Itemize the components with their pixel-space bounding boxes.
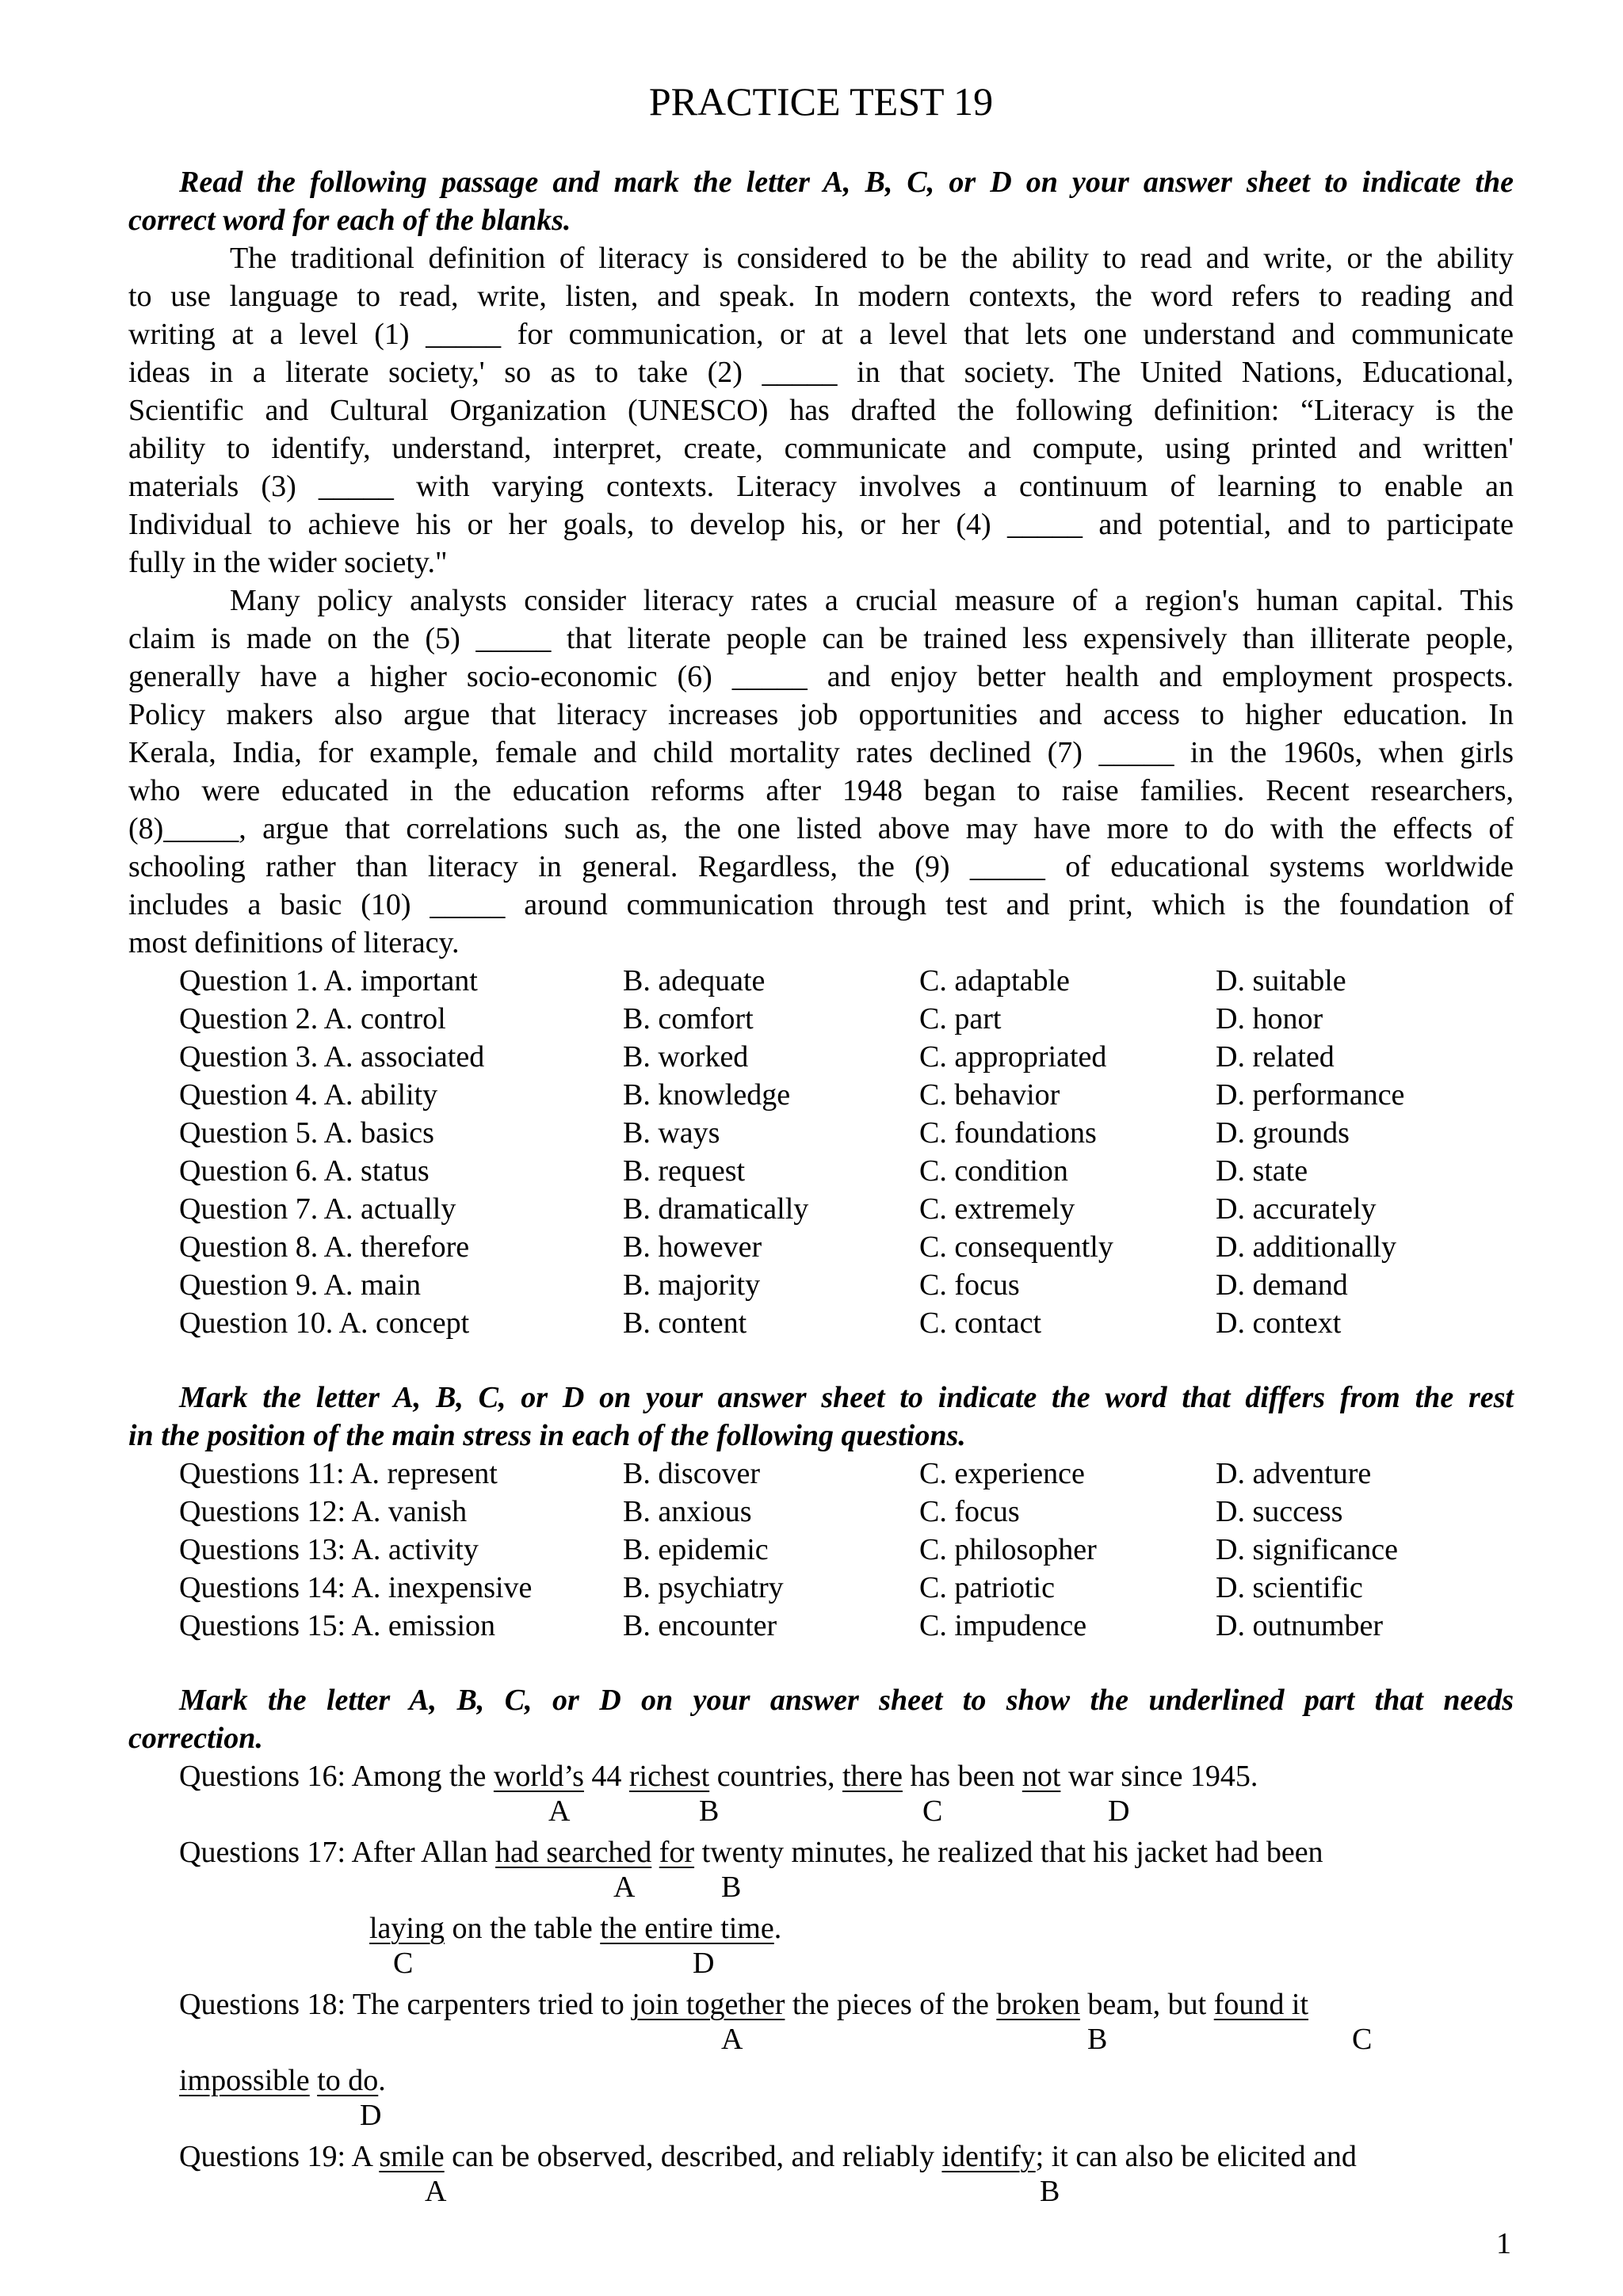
option-c: C. contact (919, 1306, 1042, 1340)
option-a: Question 1. A. important (179, 964, 478, 997)
option-c: C. philosopher (919, 1533, 1097, 1566)
option-a: Questions 12: A. vanish (179, 1495, 468, 1528)
text-segment (310, 2064, 318, 2097)
option-b: B. knowledge (623, 1078, 791, 1112)
option-b: B. ways (623, 1116, 720, 1150)
section2-instruction-line: in the position of the main stress in each of the following questions. (128, 1419, 966, 1452)
question-17-continued (369, 1909, 781, 1947)
option-d: D. honor (1216, 1002, 1323, 1035)
underlined-option-b: richest (628, 1760, 710, 1793)
passage-line: materials (3) _____ with varying contexts. Literacy involves a continuum of learning to enable an (128, 470, 1514, 503)
option-b: B. epidemic (623, 1533, 769, 1566)
option-c: C. patriotic (919, 1571, 1055, 1604)
passage-line: includes a basic (10) _____ around communication through test and print, which is the foundation of (128, 888, 1514, 921)
option-d: D. context (1216, 1306, 1342, 1340)
option-a: Question 10. A. concept (179, 1306, 470, 1340)
option-a: Question 6. A. status (179, 1154, 430, 1188)
text-segment: countries, (709, 1760, 842, 1793)
answer-label: B (721, 1871, 742, 1904)
text-segment: beam, but (1079, 1988, 1214, 2021)
option-a: Question 4. A. ability (179, 1078, 438, 1112)
underlined-option-d: to do (317, 2064, 379, 2097)
passage-line: Individual to achieve his or her goals, to develop his, or her (4) _____ and potential, and to participate (128, 508, 1514, 541)
option-a: Question 9. A. main (179, 1268, 422, 1302)
question-17 (179, 1833, 1564, 1871)
option-a: Questions 11: A. represent (179, 1457, 498, 1490)
answer-label: A (721, 2023, 743, 2056)
answer-label: A (613, 1871, 636, 1904)
text-segment: . (773, 1912, 782, 1945)
text-segment: the pieces of the (785, 1988, 997, 2021)
passage-line: Policy makers also argue that literacy increases job opportunities and access to higher education. In (128, 698, 1514, 731)
underlined-option-a: smile (379, 2140, 445, 2173)
underlined-option-a: world’s (493, 1760, 584, 1793)
option-d: D. demand (1216, 1268, 1348, 1302)
option-d: D. significance (1216, 1533, 1399, 1566)
passage-line: fully in the wider society." (128, 546, 448, 579)
option-b: B. request (623, 1154, 746, 1188)
option-b: B. worked (623, 1040, 749, 1074)
question-16 (179, 1757, 1564, 1795)
text-segment: ; it can also be elicited and (1035, 2140, 1357, 2173)
text-segment: . (378, 2064, 386, 2097)
answer-label: B (1087, 2023, 1108, 2056)
option-c: C. part (919, 1002, 1002, 1035)
option-a: Questions 13: A. activity (179, 1533, 479, 1566)
underlined-option-b: identify (941, 2140, 1036, 2173)
question-18-continued (179, 2061, 386, 2100)
answer-label: D (1108, 1794, 1130, 1828)
passage-line: ability to identify, understand, interpret, create, communicate and compute, using printed and written' (128, 432, 1514, 465)
section3-instruction-line: Mark the letter A, B, C, or D on your answer sheet to show the underlined part that needs (179, 1684, 1514, 1717)
option-b: B. encounter (623, 1609, 777, 1642)
underlined-option-a: join together (632, 1988, 785, 2021)
page-number: 1 (1496, 2227, 1511, 2260)
section2-instruction-line: Mark the letter A, B, C, or D on your answer sheet to indicate the word that differs from the rest (179, 1381, 1514, 1414)
question-19 (179, 2138, 1564, 2176)
passage-line: claim is made on the (5) _____ that literate people can be trained less expensively than illiterate people, (128, 622, 1514, 655)
answer-label: A (548, 1794, 571, 1828)
text-segment: Questions 18: The carpenters tried to (179, 1988, 632, 2021)
option-b: B. comfort (623, 1002, 754, 1035)
option-d: D. performance (1216, 1078, 1405, 1112)
option-b: B. adequate (623, 964, 766, 997)
option-b: B. psychiatry (623, 1571, 784, 1604)
option-d: D. adventure (1216, 1457, 1372, 1490)
text-segment: war since 1945. (1060, 1760, 1258, 1793)
underlined-segment: impossible (179, 2064, 310, 2097)
underlined-option-c: found it (1213, 1988, 1309, 2021)
passage-line: who were educated in the education reforms after 1948 began to raise families. Recent researchers, (128, 774, 1514, 807)
option-b: B. dramatically (623, 1192, 809, 1226)
answer-label: B (1040, 2175, 1060, 2208)
option-d: D. suitable (1216, 964, 1346, 997)
option-c: C. focus (919, 1268, 1020, 1302)
answer-label: B (699, 1794, 720, 1828)
text-segment: Questions 16: Among the (179, 1760, 494, 1793)
answer-label: D (360, 2099, 382, 2132)
option-a: Question 3. A. associated (179, 1040, 485, 1074)
text-segment: can be observed, described, and reliably (444, 2140, 942, 2173)
passage-line: Scientific and Cultural Organization (UNESCO) has drafted the following definition: “Literacy is the (128, 394, 1514, 427)
option-c: C. consequently (919, 1230, 1113, 1264)
answer-label: A (425, 2175, 447, 2208)
underlined-option-d: the entire time (600, 1912, 774, 1945)
option-c: C. behavior (919, 1078, 1060, 1112)
option-a: Questions 14: A. inexpensive (179, 1571, 533, 1604)
section1-instruction-line: Read the following passage and mark the letter A, B, C, or D on your answer sheet to indicate the (179, 166, 1514, 199)
option-a: Question 5. A. basics (179, 1116, 434, 1150)
option-c: C. foundations (919, 1116, 1097, 1150)
option-a: Questions 15: A. emission (179, 1609, 496, 1642)
passage-line: Many policy analysts consider literacy rates a crucial measure of a region's human capital. This (230, 584, 1514, 617)
text-segment (651, 1836, 659, 1869)
option-a: Question 2. A. control (179, 1002, 446, 1035)
passage-line: generally have a higher socio-economic (6) _____ and enjoy better health and employment prospects. (128, 660, 1514, 693)
answer-label: C (1352, 2023, 1373, 2056)
underlined-option-b: for (659, 1836, 695, 1869)
option-d: D. success (1216, 1495, 1343, 1528)
option-b: B. anxious (623, 1495, 752, 1528)
text-segment: has been (902, 1760, 1022, 1793)
underlined-option-c: laying (369, 1912, 445, 1945)
option-d: D. related (1216, 1040, 1335, 1074)
text-segment: twenty minutes, he realized that his jacket had been (694, 1836, 1323, 1869)
underlined-option-c: there (842, 1760, 903, 1793)
option-c: C. adaptable (919, 964, 1070, 997)
option-c: C. condition (919, 1154, 1068, 1188)
option-b: B. majority (623, 1268, 761, 1302)
passage-line: Kerala, India, for example, female and child mortality rates declined (7) _____ in the 1960s, when girls (128, 736, 1514, 769)
option-d: D. state (1216, 1154, 1308, 1188)
underlined-option-d: not (1022, 1760, 1061, 1793)
option-c: C. experience (919, 1457, 1085, 1490)
answer-label: C (393, 1947, 414, 1980)
page-title: PRACTICE TEST 19 (648, 79, 994, 124)
passage-line: writing at a level (1) _____ for communication, or at a level that lets one understand and communicate (128, 318, 1514, 351)
text-segment: Questions 19: A (179, 2140, 380, 2173)
option-a: Question 7. A. actually (179, 1192, 456, 1226)
option-d: D. outnumber (1216, 1609, 1384, 1642)
option-d: D. scientific (1216, 1571, 1363, 1604)
option-d: D. additionally (1216, 1230, 1396, 1264)
passage-line: ideas in a literate society,' so as to take (2) _____ in that society. The United Nations, Educational, (128, 356, 1514, 389)
option-b: B. discover (623, 1457, 761, 1490)
underlined-option-b: broken (996, 1988, 1080, 2021)
option-c: C. extremely (919, 1192, 1075, 1226)
section3-instruction-line: correction. (128, 1722, 263, 1755)
passage-line: most definitions of literacy. (128, 926, 460, 959)
option-b: B. content (623, 1306, 747, 1340)
passage-line: The traditional definition of literacy is considered to be the ability to read and write, or the ability (230, 242, 1514, 275)
option-c: C. focus (919, 1495, 1020, 1528)
option-a: Question 8. A. therefore (179, 1230, 470, 1264)
question-18 (179, 1985, 1564, 2023)
section1-instruction-line: correct word for each of the blanks. (128, 204, 571, 237)
option-c: C. appropriated (919, 1040, 1107, 1074)
passage-line: to use language to read, write, listen, and speak. In modern contexts, the word refers to reading and (128, 280, 1514, 313)
text-segment: Questions 17: After Allan (179, 1836, 495, 1869)
passage-line: (8)_____, argue that correlations such as, the one listed above may have more to do with the effects of (128, 812, 1514, 845)
passage-line: schooling rather than literacy in general. Regardless, the (9) _____ of educational systems worldwide (128, 850, 1514, 883)
option-d: D. accurately (1216, 1192, 1377, 1226)
text-segment: on the table (444, 1912, 601, 1945)
underlined-option-a: had searched (495, 1836, 652, 1869)
option-c: C. impudence (919, 1609, 1087, 1642)
option-d: D. grounds (1216, 1116, 1350, 1150)
text-segment: 44 (583, 1760, 629, 1793)
answer-label: D (693, 1947, 715, 1980)
answer-label: C (922, 1794, 943, 1828)
option-b: B. however (623, 1230, 762, 1264)
